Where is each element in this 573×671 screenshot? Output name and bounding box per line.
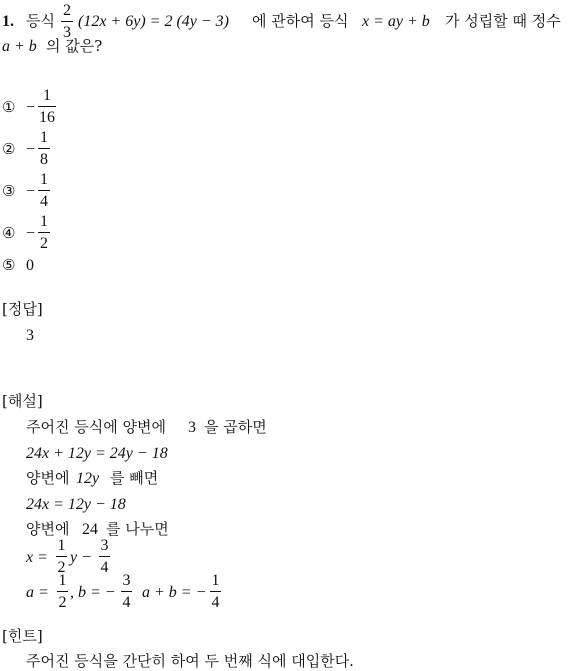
choice-sign: − <box>26 141 36 158</box>
choice-mark: ③ <box>2 182 16 200</box>
choice-sign: − <box>26 99 36 116</box>
question-text-end: 의 값은? <box>46 37 103 55</box>
choice-mark: ② <box>2 140 16 158</box>
choice-fraction: 1 2 <box>40 213 48 252</box>
question-text-prefix: 등식 <box>26 12 55 30</box>
explanation-step-2: 24x + 12y = 24y − 18 <box>26 445 168 462</box>
choice-mark: ④ <box>2 224 16 242</box>
question-number: 1. <box>2 13 14 30</box>
choice-fraction: 1 4 <box>40 171 48 210</box>
question-text-middle: 에 관하여 등식 <box>252 12 349 30</box>
question-equation-2: x = ay + b <box>362 13 430 30</box>
answer-value: 3 <box>26 327 34 344</box>
hint-label: [힌트] <box>2 627 43 645</box>
choice-mark: ⑤ <box>2 256 16 274</box>
explanation-label: [해설] <box>2 392 43 410</box>
choice-sign: − <box>26 225 36 242</box>
question-equation-1: (12x + 6y) = 2 (4y − 3) <box>78 13 230 30</box>
explanation-step-4: 24x = 12y − 18 <box>26 496 126 513</box>
question-expr: a + b <box>2 38 37 55</box>
hint-text: 주어진 등식을 간단히 하여 두 번째 식에 대입한다. <box>26 652 354 670</box>
question-text-suffix: 가 성립할 때 정수 <box>445 12 561 30</box>
choice-mark: ① <box>2 98 16 116</box>
question-fraction: 2 3 <box>63 2 71 41</box>
choice-value: 0 <box>26 257 34 274</box>
choice-fraction: 1 8 <box>40 129 48 168</box>
choice-sign: − <box>26 183 36 200</box>
answer-label: [정답] <box>2 300 43 318</box>
choice-fraction: 1 16 <box>39 87 55 126</box>
